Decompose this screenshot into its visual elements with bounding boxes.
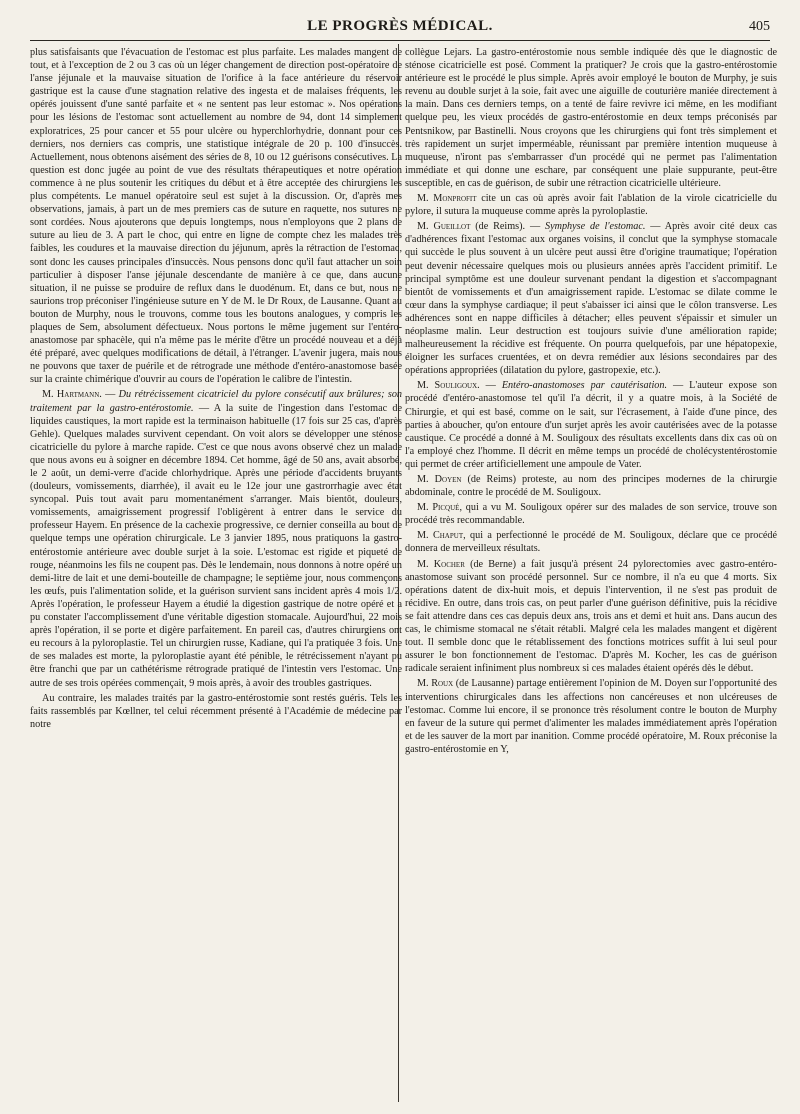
speaker-name: M. Chaput, — [417, 530, 466, 542]
paragraph: collègue Lejars. La gastro-entérostomie nous semble indiquée dès que le diagnostic de sténose cicatricielle est posé. Comment la pratiquer? Je crois que la gastro-entérostomie antérieure est le procédé le plus simple. Après avoir employé le bouton de Murphy, je suis revenu au double surjet à la soie, fait avec une aiguille de couturière maniée directement à la main. Dans ces derniers temps, on a tenté de faire revivre ici même, en les modifiant quelque peu, les vieux procédés de gastro-entérostomie en deux temps préconisés par Pentsnikow, par Bastinelli. Nous croyons que les chirurgiens qui font très simplement et très rapidement un surjet imperméable, réunissant par première intention muqueuse à muqueuse, n'iront pas s'embarrasser d'un procédé qui ne permet pas l'alimentation immédiate et qui donne une eschare, par conséquent une plaie suppurante, peut-être susceptible, en cas de guérison, de subir une rétraction cicatricielle ultérieure. — [405, 47, 777, 189]
paragraph: M. Doyen (de Reims) proteste, au nom des principes modernes de la chirurgie abdominale, contre le procédé de M. Souligoux. — [405, 474, 777, 499]
speaker-name: M. Hartmann. — [42, 389, 102, 401]
paragraph: Au contraire, les malades traités par la gastro-entérostomie sont restés guéris. Tels les faits rassemblés par Kœllner, tel celui récemment présenté à l'Académie de médecine par notre — [30, 692, 402, 730]
section-title: Du rétrécissement cicatriciel du pylore consécutif aux brûlures; son traitement par la gastro-entérostomie. — [30, 389, 403, 414]
page-number: 405 — [749, 19, 770, 34]
speaker-name: M. Roux — [417, 678, 454, 690]
paragraph: M. Picqué, qui a vu M. Souligoux opérer sur des malades de son service, trouve son procédé très recommandable. — [405, 502, 777, 527]
speaker-name: M. Picqué, — [417, 502, 462, 514]
running-header — [30, 18, 770, 41]
speaker-name: M. Monprofit — [417, 193, 477, 205]
section-title: Entéro-anastomoses par cautérisation. — [501, 380, 668, 392]
journal-title: LE PROGRÈS MÉDICAL. — [307, 18, 493, 34]
paragraph: M. Hartmann. — Du rétrécissement cicatriciel du pylore consécutif aux brûlures; son traitement par la gastro-entérostomie. — A la suite de l'ingestion dans l'estomac de liquides caustiques, la mort rapide est la terminaison habituelle (17 fois sur 25 cas, d'après Gehle). Quelques malades survivent cependant. On voit alors se développer une sténose cicatricielle du pylore à marche rapide. C'est ce que nous avons observé chez un malade que nous avons eu à soigner en décembre 1894. Cet homme, âgé de 50 ans, avait absorbé, le 2 août, un demi-verre d'acide chlorhydrique. Après une période d'accidents bruyants (douleurs, vomissements, diarrhée), il avait eu le 12e jour une gastrorrhagie avec état syncopal. Puis tout avait paru momentanément s'arranger. Mais bientôt, douleurs, vomissements, amaigrissement progressif l'obligèrent à entrer dans le service du professeur Hayem. En présence de la cachexie progressive, ce dernier conseilla au bout de quelque temps une opération chirurgicale. Le 3 janvier 1895, nous pratiquons la gastro-entérostomie antérieure avec double surjet à la soie. L'estomac est rigide et piqueté de rouge, néanmoins les fils ne coupent pas. Dès le lendemain, nous donnons à notre opéré un demi-litre de lait et une demi-bouteille de champagne; le septième jour, nous commençons les œufs, puis l'alimentation solide, et la guérison survient sans incident après 4 mois 1/2. Après l'opération, le professeur Hayem a étudié la digestion gastrique de notre opéré et a pu constater l'accomplissement d'une véritable digestion stomacale. Aujourd'hui, 22 mois après l'opération, il se porte et digère parfaitement. En pareil cas, d'autres chirurgiens ont eu recours à la pyloroplastie. Tel un chirurgien russe, Kadiane, qui l'a pratiquée 3 fois. Une de ses malades est morte, la pyloroplastie ayant été pénible, le rétrécissement n'ayant pu être franchi que par un cathétérisme rétrograde pratiqué de l'intestin vers l'estomac. Une autre de ses trois opérées commençait, 9 mois après, à avoir des troubles gastriques. — [30, 389, 403, 689]
paragraph: M. Roux (de Lausanne) partage entièrement l'opinion de M. Doyen sur l'opportunité des interventions chirurgicales dans les affections non cancéreuses et non ulcéreuses de l'estomac. Comme lui encore, il se prononce très résolument contre le bouton de Murphy en faveur de la suture qui permet d'alimenter les malades immédiatement après l'opération et de les sauver de la mort par inanition. Comme procédé opératoire, M. Roux préconise la gastro-entérostomie en Y, — [405, 678, 777, 755]
paragraph: M. Souligoux. — Entéro-anastomoses par cautérisation. — L'auteur expose son procédé d'entéro-anastomose tel qu'il l'a décrit, il y a quatre mois, à la Société de Chirurgie, et qui est basé, comme on le sait, sur l'écrasement, à l'aide d'une pince, des parties à aboucher, qu'on entoure d'un surjet après les avoir cautérisées avec de la potasse caustique. Ce procédé a donné à M. Souligoux des résultats excellents dans dix cas où on l'a employé chez l'homme. Il décrit en même temps un procédé de cholécystentérostomie qui permet de créer artificiellement une ampoule de Vater. — [405, 380, 778, 470]
speaker-name: M. Souligoux. — [417, 380, 480, 392]
section-title: Symphyse de l'estomac. — [544, 221, 646, 233]
paragraph: plus satisfaisants que l'évacuation de l'estomac est plus parfaite. Les malades mangent de tout, et à l'exception de 2 ou 3 cas où un léger changement de direction post-opératoire de l'anse jéjunale et la mauvaise situation de l'orifice à la face antérieure du réservoir gastrique est la cause d'une stagnation relative des ingesta et de malaises fréquents, les opérés jouissent d'une santé parfaite et « ne sentent pas leur estomac ». Nos opérations pour les lésions de l'estomac sont actuellement au nombre de 94, dont 14 simplement exploratrices, 25 pour cancer et 55 pour ulcère ou hyperchlorhydrie, donnant pour ces derniers, nos derniers cas compris, une statistique intégrale de 20 p. 100 d'insuccès. Actuellement, nous obtenons aisément des séries de 8, 10 ou 12 guérisons consécutives. La question est donc jugée au point de vue des résultats thérapeutiques et notre opération commence à ne plus soutenir les critiques du début et à être acceptée des chirurgiens les plus compétents. Le manuel opératoire seul est sujet à la discussion. Or, d'après mes observations, jamais, à part un de mes premiers cas de suture en raquette, nos sutures ne sont cordées. Nous ajouterons que depuis longtemps, nous n'employons que 2 plans de suture au lieu de 3. A part le choc, qui entre en ligne de compte chez les malades très faibles, les coudures et la mauvaise direction du jéjunum, après la rétraction de l'estomac, sont donc les causes principales d'insuccès. Nous pensons donc qu'il faut attacher un soin particulier à disposer l'anse jéjunale descendante de manière à ce que, dans aucune situation, il ne puisse se produire de reflux dans le duodénum. Et, dans ce but, nous ne saurions trop préconiser l'ingénieuse suture en Y de M. le Dr Roux, de Lausanne. Quant au bouton de Murphy, nous le trouvons, comme tous les boutons analogues, y compris les plaques de Sem, absolument défectueux. Nous portons le même jugement sur l'entéro-anastomose par sphacèle, qui n'a même pas le mérite d'être un procédé nouveau et a déjà été préparé, avec quelques modifications de détail, à l'étranger. L'avenir jugera, mais nous ne pouvons que taxer de puérile et de rétrograde une méthode d'entéro-anastomose basée sur la crainte chimérique d'ouvrir au cours de l'opération le calibre de l'intestin. — [30, 47, 402, 386]
speaker-name: M. Kocher — [417, 558, 465, 570]
paragraph: M. Kocher (de Berne) a fait jusqu'à présent 24 pylorectomies avec gastro-entéro-anastomose suivant son procédé personnel. Sur ce nombre, il n'a eu que 4 morts. Six opérations datent de dix-huit mois, et depuis l'intervention, il ne s'est pas produit de récidive. En outre, dans trois cas, on peut parler d'une guérison définitive, puis la récidive se fait attendre dans ces cas depuis deux ans, trois ans et demi et huit ans. Dans aucun des cas, le chimisme stomacal ne s'était rétabli. Malgré cela les malades mangent et digèrent tout. Il semble donc que le rétablissement des fonctions motrices suffit à lui seul pour assurer le bon fonctionnement de l'estomac. D'après M. Kocher, les cas de guérison radicale seraient infiniment plus nombreux si ces malades étaient opérés dès le début. — [405, 558, 778, 675]
paragraph: M. Monprofit cite un cas où après avoir fait l'ablation de la virole cicatricielle du pylore, il sutura la muqueuse comme après la pyroloplastie. — [405, 193, 777, 218]
speaker-name: M. Doyen — [417, 474, 462, 485]
speaker-name: M. Gueillot — [417, 221, 471, 233]
paragraph: M. Chaput, qui a perfectionné le procédé de M. Souligoux, déclare que ce procédé donnera de merveilleux résultats. — [405, 530, 777, 555]
right-column — [405, 46, 777, 758]
left-column — [30, 46, 402, 733]
paragraph: M. Gueillot (de Reims). — Symphyse de l'estomac. — Après avoir cité deux cas d'adhérences fixant l'estomac aux organes voisins, il conclut que la symphyse stomacale qui succède le plus souvent à un ulcère peut aussi être d'origine traumatique; l'opération peut devenir nécessaire quelques mois ou plusieurs années après l'accident primitif. Le principal symptôme est une douleur survenant pendant la digestion et s'accompagnant bientôt de vomissements et d'un amaigrissement rapide. L'estomac se dilate comme le cœur dans la symphyse cardiaque; il peut s'abaisser ici ainsi que le côlon transverse. Les adhérences sont en nappe difficiles à détacher; elles peuvent s'épaissir et simuler un néoplasme malin. Leur destruction est toujours suivie d'une amélioration rapide; malheureusement la récidive est fréquente. On pourra quelquefois, par une hépatopexie, éloigner les surfaces cruentées, et on devra remédier aux lésions secondaires par des opérations appropriées (dilatation du pylore, gastropexie, etc.). — [405, 221, 777, 377]
